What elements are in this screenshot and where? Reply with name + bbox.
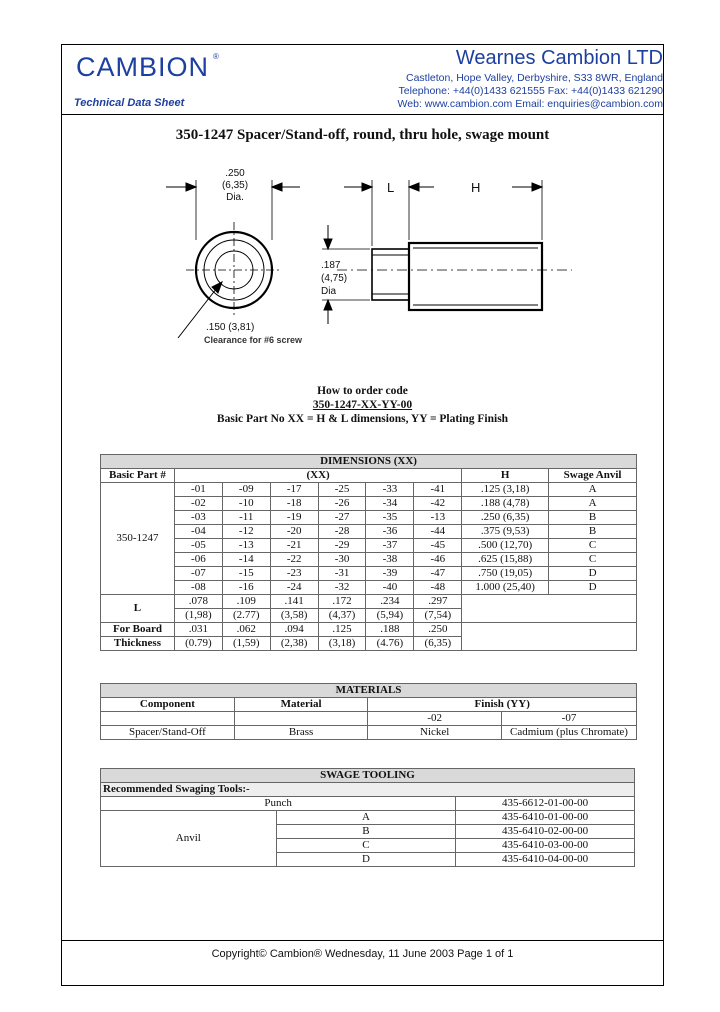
l_mm-cell: (1,98)	[174, 609, 222, 623]
company-name: Wearnes Cambion LTD	[455, 47, 663, 69]
board_mm-cell: (3,18)	[318, 637, 366, 651]
xx-code-cell: -44	[414, 525, 462, 539]
footer-divider	[62, 940, 663, 941]
l_mm-cell: (4,37)	[318, 609, 366, 623]
anvil-part-cell: 435-6410-03-00-00	[456, 839, 635, 853]
materials-table: MATERIALS Component Material Finish (YY) -02 -07 Spacer/Stand-Off Brass Nickel Cadmium (plus Chromate)	[100, 683, 637, 740]
order-note: Basic Part No XX = H & L dimensions, YY = Plating Finish	[216, 413, 509, 425]
board_in-cell: .094	[270, 623, 318, 637]
h-dimension-cell: .250 (6,35)	[462, 511, 549, 525]
xx-code-cell: -09	[222, 483, 270, 497]
anvil-type-cell: B	[276, 825, 456, 839]
l_in-cell: .172	[318, 595, 366, 609]
xx-code-cell: -30	[318, 553, 366, 567]
xx-code-cell: -39	[366, 567, 414, 581]
xx-code-cell: -04	[174, 525, 222, 539]
board_mm-cell: (2,38)	[270, 637, 318, 651]
anvil-row	[101, 811, 635, 825]
anvil-type-cell: C	[276, 839, 456, 853]
xx-code-cell: -31	[318, 567, 366, 581]
footer-copyright: Copyright© Cambion® Wednesday, 11 June 2003 Page 1 of 1	[211, 948, 514, 960]
xx-code-cell: -05	[174, 539, 222, 553]
h-dimension-cell: .500 (12,70)	[462, 539, 549, 553]
tooling-title: SWAGE TOOLING	[101, 769, 635, 783]
l_mm-cell: (3,58)	[270, 609, 318, 623]
xx-code-cell: -10	[222, 497, 270, 511]
anvil-cell: C	[549, 553, 637, 567]
anvil-part-cell: 435-6410-01-00-00	[456, 811, 635, 825]
xx-code-cell: -46	[414, 553, 462, 567]
xx-code-cell: -01	[174, 483, 222, 497]
board_mm-cell: (1,59)	[222, 637, 270, 651]
h-dimension-cell: .375 (9,53)	[462, 525, 549, 539]
xx-code-cell: -47	[414, 567, 462, 581]
l_in-cell: .109	[222, 595, 270, 609]
xx-code-cell: -38	[366, 553, 414, 567]
l_mm-cell: (5,94)	[366, 609, 414, 623]
xx-code-cell: -29	[318, 539, 366, 553]
header-divider	[62, 114, 663, 115]
dimensions-title: DIMENSIONS (XX)	[101, 455, 637, 469]
xx-code-cell: -41	[414, 483, 462, 497]
board_in-cell: .188	[366, 623, 414, 637]
anvil-part-cell: 435-6410-02-00-00	[456, 825, 635, 839]
company-web: Web: www.cambion.com Email: enquiries@cambion.com	[397, 98, 663, 110]
xx-code-cell: -08	[174, 581, 222, 595]
h-dimension-cell: .188 (4,78)	[462, 497, 549, 511]
xx-code-cell: -13	[414, 511, 462, 525]
xx-code-cell: -34	[366, 497, 414, 511]
xx-code-cell: -22	[270, 553, 318, 567]
xx-code-cell: -15	[222, 567, 270, 581]
outer-diameter-dim: .250 (6,35) Dia.	[221, 168, 249, 203]
page-title: 350-1247 Spacer/Stand-off, round, thru hole, swage mount	[175, 127, 550, 143]
xx-code-cell: -02	[174, 497, 222, 511]
anvil-type-cell: A	[276, 811, 456, 825]
l_in-cell: .141	[270, 595, 318, 609]
anvil-cell: A	[549, 483, 637, 497]
xx-code-cell: -07	[174, 567, 222, 581]
xx-code-cell: -32	[318, 581, 366, 595]
xx-code-cell: -36	[366, 525, 414, 539]
clearance-dim: .150 (3,81)	[206, 322, 255, 333]
board_in-cell: .250	[414, 623, 462, 637]
company-address: Castleton, Hope Valley, Derbyshire, S33 8WR, England	[406, 72, 663, 84]
dimension-row	[101, 581, 637, 595]
xx-code-cell: -40	[366, 581, 414, 595]
xx-code-cell: -14	[222, 553, 270, 567]
xx-code-cell: -45	[414, 539, 462, 553]
anvil-cell: C	[549, 539, 637, 553]
h-dimension-cell: .125 (3,18)	[462, 483, 549, 497]
anvil-cell: D	[549, 567, 637, 581]
h-dimension-cell: .750 (19,05)	[462, 567, 549, 581]
anvil-type-cell: D	[276, 853, 456, 867]
dimension-row	[101, 497, 637, 511]
dimension-row	[101, 511, 637, 525]
h-dimension-cell: 1.000 (25,40)	[462, 581, 549, 595]
cambion-logo: CAMBION ®	[76, 52, 220, 82]
anvil-part-cell: 435-6410-04-00-00	[456, 853, 635, 867]
xx-code-cell: -25	[318, 483, 366, 497]
xx-code-cell: -16	[222, 581, 270, 595]
basic-part-cell: 350-1247	[101, 483, 175, 595]
xx-code-cell: -28	[318, 525, 366, 539]
xx-code-cell: -19	[270, 511, 318, 525]
l_mm-cell: (7,54)	[414, 609, 462, 623]
materials-title: MATERIALS	[101, 684, 637, 698]
company-phone: Telephone: +44(0)1433 621555 Fax: +44(0)1433 621290	[398, 85, 663, 97]
xx-code-cell: -26	[318, 497, 366, 511]
anvil-label-cell: Anvil	[101, 811, 277, 867]
xx-code-cell: -24	[270, 581, 318, 595]
dimension-row	[101, 483, 637, 497]
anvil-cell: B	[549, 511, 637, 525]
anvil-cell: A	[549, 497, 637, 511]
xx-code-cell: -37	[366, 539, 414, 553]
xx-code-cell: -06	[174, 553, 222, 567]
order-code: 350-1247-XX-YY-00	[312, 399, 413, 411]
xx-code-cell: -03	[174, 511, 222, 525]
length-l-label: L	[387, 180, 395, 195]
l_in-cell: .234	[366, 595, 414, 609]
board_mm-cell: (4.76)	[366, 637, 414, 651]
l_in-cell: .078	[174, 595, 222, 609]
xx-code-cell: -13	[222, 539, 270, 553]
board_in-cell: .031	[174, 623, 222, 637]
clearance-note: Clearance for #6 screw	[204, 335, 303, 345]
xx-code-cell: -21	[270, 539, 318, 553]
l_in-cell: .297	[414, 595, 462, 609]
inner-diameter-dim: .187 (4,75) Dia	[321, 260, 348, 297]
xx-code-cell: -48	[414, 581, 462, 595]
xx-code-cell: -20	[270, 525, 318, 539]
board_in-cell: .125	[318, 623, 366, 637]
order-heading: How to order code	[317, 385, 408, 397]
xx-code-cell: -33	[366, 483, 414, 497]
xx-code-cell: -12	[222, 525, 270, 539]
board_mm-cell: (0.79)	[174, 637, 222, 651]
dimension-row	[101, 539, 637, 553]
document-type: Technical Data Sheet	[74, 97, 185, 109]
dimension-row	[101, 567, 637, 581]
xx-code-cell: -35	[366, 511, 414, 525]
tooling-table: SWAGE TOOLING Recommended Swaging Tools:- Punch 435-6612-01-00-00 Anvil A 435-6410-01-00-00 B 435-6410-02-00-00 C 435-6410-03-00-00 D 435-6410-04-00-00	[100, 768, 635, 867]
anvil-cell: D	[549, 581, 637, 595]
dimensions-table: DIMENSIONS (XX) Basic Part # (XX) H Swage Anvil 350-1247 -01 -09 -17 -25 -33 -41 .125 (3,18) A -02 -10 -18 -26 -34 -42 .188 (4,78) A -03 -11 -19 -27 -35 -13 .250 (6,35) B -04 -12 -20 -28 -36 -44 .375 (9,53) B -05 -13 -21 -29 -37 -45 .500 (12,70) C -06 -14 -22 -30 -38 -46 .625 (15,88) C -07 -15 -23 -31 -39 -47 .750 (19,05) D -08 -16 -24 -32 -40 -48 1.000 (25,40) D L .078 .109 .141 .172 .234 .297 (1,98) (2.77) (3,58) (4,37) (5,94) (7,54) For Board .031 .062 .094 .125 .188 .250 Thickness (0.79) (1,59) (2,38) (3,18) (4.76) (6,35)	[100, 454, 637, 651]
xx-code-cell: -42	[414, 497, 462, 511]
xx-code-cell: -18	[270, 497, 318, 511]
technical-drawing	[62, 160, 663, 360]
xx-code-cell: -17	[270, 483, 318, 497]
dimension-row	[101, 553, 637, 567]
xx-code-cell: -23	[270, 567, 318, 581]
anvil-cell: B	[549, 525, 637, 539]
xx-code-cell: -27	[318, 511, 366, 525]
l_mm-cell: (2.77)	[222, 609, 270, 623]
xx-code-cell: -11	[222, 511, 270, 525]
board_mm-cell: (6,35)	[414, 637, 462, 651]
height-h-label: H	[471, 180, 481, 195]
board_in-cell: .062	[222, 623, 270, 637]
h-dimension-cell: .625 (15,88)	[462, 553, 549, 567]
dimension-row	[101, 525, 637, 539]
